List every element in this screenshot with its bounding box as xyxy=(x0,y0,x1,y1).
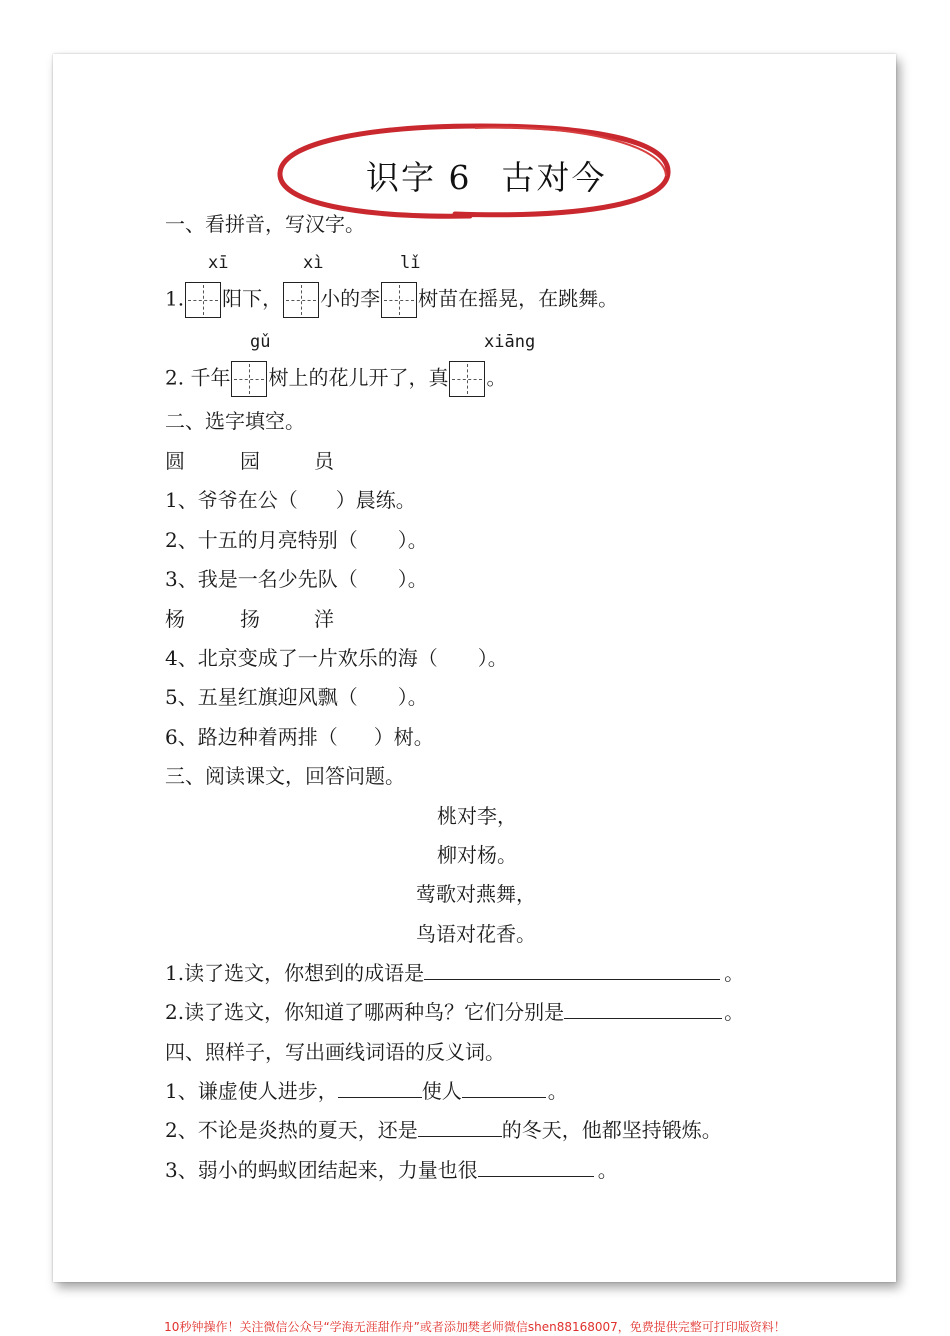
fill-item-3 xyxy=(165,563,428,592)
pinyin-xi2: xì xyxy=(303,253,324,273)
q2-text-c: 。 xyxy=(486,365,507,390)
page-title xyxy=(366,152,607,199)
char-option-yuan1: 圆 xyxy=(165,449,185,473)
fill-item-5-post: ）。 xyxy=(397,685,428,709)
fill-item-2 xyxy=(165,524,428,553)
fill-item-6 xyxy=(165,721,434,750)
fill-item-5 xyxy=(165,681,428,710)
pinyin-xiang: xiāng xyxy=(484,332,536,352)
poem-line-2: 柳对杨。 xyxy=(437,843,517,867)
antonym-q1-blank1[interactable] xyxy=(338,1079,422,1098)
antonym-q2-b: 的冬天，他都坚持锻炼。 xyxy=(501,1118,722,1142)
section1-heading: 一、看拼音，写汉字。 xyxy=(165,212,365,236)
q2-number: 2. xyxy=(165,365,185,390)
char-option-yang2: 扬 xyxy=(240,607,260,631)
fill-item-5-pre: 5、五星红旗迎风飘（ xyxy=(165,685,358,709)
reading-q2-answer-line[interactable] xyxy=(564,1000,722,1019)
section1-q1 xyxy=(165,282,618,318)
fill-item-2-pre: 2、十五的月亮特别（ xyxy=(165,528,358,552)
section1-q2 xyxy=(165,361,506,397)
char-option-yuan2: 园 xyxy=(240,449,260,473)
antonym-q1-a: 1、谦虚使人进步， xyxy=(165,1079,338,1103)
antonym-q1-b: 使人 xyxy=(421,1079,462,1103)
reading-q1 xyxy=(165,957,744,986)
q1-text-c: 树苗在摇晃，在跳舞。 xyxy=(418,286,619,311)
fill-item-1-post: ）晨练。 xyxy=(335,488,416,512)
pinyin-gu: gǔ xyxy=(250,332,271,352)
fill-item-1 xyxy=(165,484,416,513)
antonym-q2-a: 2、不论是炎热的夏天，还是 xyxy=(165,1118,418,1142)
antonym-q1-end: 。 xyxy=(547,1079,568,1103)
section3-heading: 三、阅读课文，回答问题。 xyxy=(165,764,405,788)
q1-text-b: 小的李 xyxy=(320,286,381,311)
fill-item-4-post: ）。 xyxy=(477,646,508,670)
char-option-yuan3: 员 xyxy=(314,449,334,473)
fill-item-6-pre: 6、路边种着两排（ xyxy=(165,725,338,749)
write-box-xiang[interactable] xyxy=(449,361,485,397)
char-option-yang3: 洋 xyxy=(314,607,334,631)
antonym-q3-a: 3、弱小的蚂蚁团结起来，力量也很 xyxy=(165,1158,478,1182)
antonym-q2-blank[interactable] xyxy=(418,1118,502,1137)
fill-item-1-pre: 1、爷爷在公（ xyxy=(165,488,298,512)
section2-heading: 二、选字填空。 xyxy=(165,409,305,433)
reading-q2-text: 2.读了选文，你知道了哪两种鸟？它们分别是 xyxy=(165,1000,565,1024)
fill-item-3-post: ）。 xyxy=(397,567,428,591)
fill-item-3-pre: 3、我是一名少先队（ xyxy=(165,567,358,591)
reading-q2 xyxy=(165,996,744,1025)
q1-text-a: 阳下， xyxy=(222,286,283,311)
fill-item-4-pre: 4、北京变成了一片欢乐的海（ xyxy=(165,646,438,670)
poem-line-3: 莺歌对燕舞， xyxy=(416,882,536,906)
write-box-xi1[interactable] xyxy=(185,282,221,318)
poem-line-1: 桃对李， xyxy=(437,804,517,828)
fill-item-2-post: ）。 xyxy=(397,528,428,552)
fill-item-6-post: ）树。 xyxy=(373,725,434,749)
write-box-li[interactable] xyxy=(381,282,417,318)
antonym-q3 xyxy=(165,1154,618,1183)
antonym-q1-blank2[interactable] xyxy=(462,1079,546,1098)
poem-line-4: 鸟语对花香。 xyxy=(416,922,536,946)
reading-q2-end: 。 xyxy=(724,1000,745,1024)
reading-q1-end: 。 xyxy=(724,961,745,985)
q2-text-b: 树上的花儿开了，真 xyxy=(268,365,449,390)
antonym-q3-blank[interactable] xyxy=(478,1158,594,1177)
pinyin-li: lǐ xyxy=(400,253,421,273)
write-box-gu[interactable] xyxy=(231,361,267,397)
q1-number: 1. xyxy=(165,286,185,311)
char-option-yang1: 杨 xyxy=(165,607,185,631)
promo-footer: 10秒钟操作！关注微信公众号“学海无涯甜作舟”或者添加樊老师微信shen88168007，免费提供完整可打印版资料！ xyxy=(164,1320,786,1334)
title-lesson: 识字 6 xyxy=(366,158,472,197)
reading-q1-text: 1.读了选文，你想到的成语是 xyxy=(165,961,425,985)
pinyin-xi1: xī xyxy=(208,253,229,273)
q2-text-a: 千年 xyxy=(190,365,231,390)
section4-heading: 四、照样子，写出画线词语的反义词。 xyxy=(165,1040,505,1064)
fill-item-4 xyxy=(165,642,508,671)
title-name: 古对今 xyxy=(501,158,607,197)
reading-q1-answer-line[interactable] xyxy=(424,961,720,980)
antonym-q2 xyxy=(165,1114,722,1143)
antonym-q1 xyxy=(165,1075,568,1104)
write-box-xi2[interactable] xyxy=(283,282,319,318)
antonym-q3-end: 。 xyxy=(597,1158,618,1182)
